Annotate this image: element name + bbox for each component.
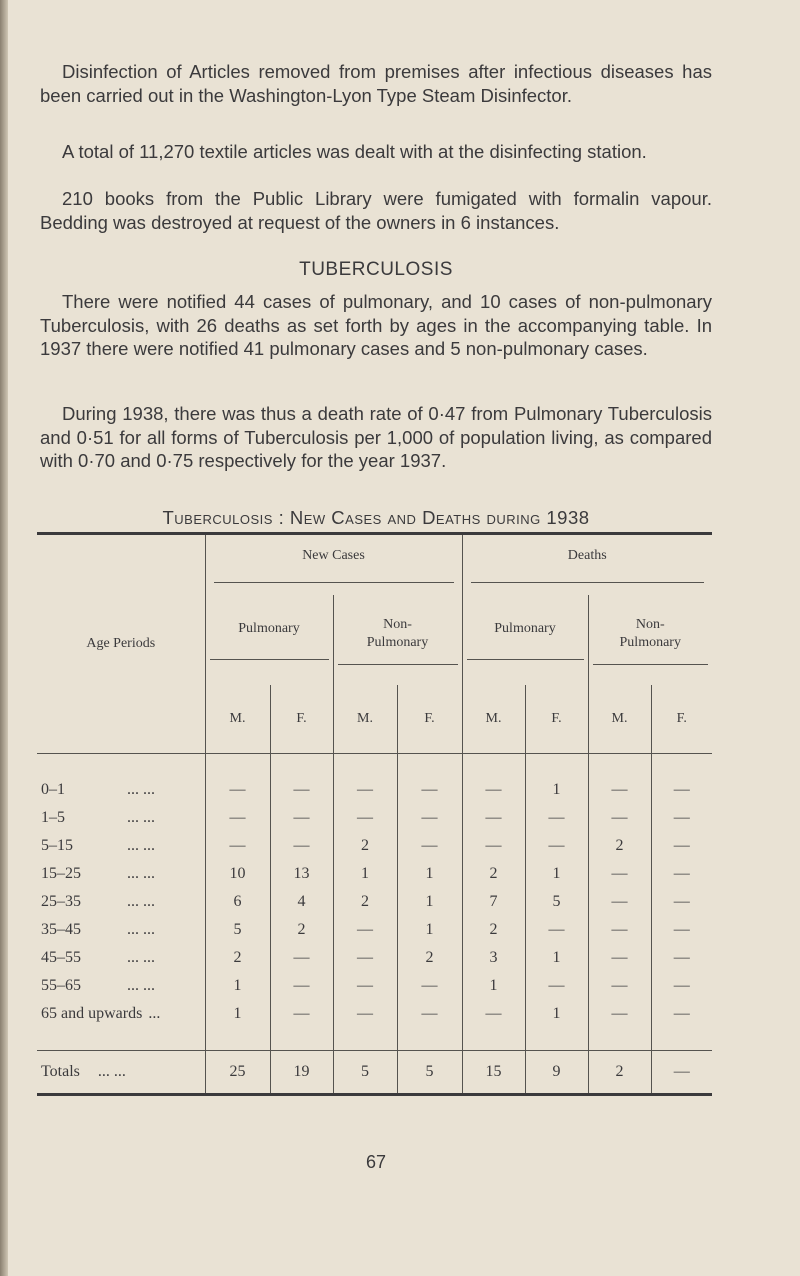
table-row [37,860,712,888]
table-cell: — [651,916,712,944]
totals-cell: 15 [462,1051,525,1095]
table-cell: — [397,832,462,860]
sex-header-m: M. [462,685,525,754]
tuberculosis-table [37,532,712,1096]
table-cell: — [333,804,397,832]
table-cell: 1 [525,944,588,972]
section-heading: TUBERCULOSIS [299,259,453,280]
table-cell: — [588,776,651,804]
disinfection-paragraph: Disinfection of Articles removed from premises after infectious diseases has been carried out in the Washington-Lyon Type Steam Disinfector. [40,61,712,106]
totals-label: Totals ... ... [37,1051,205,1095]
age-period-label: 45–55 ... ... [41,949,155,966]
age-period-label: 25–35 ... ... [41,893,155,910]
table-body [37,776,712,1028]
table-cell: — [270,972,333,1000]
totals-cell: 2 [588,1051,651,1095]
table-cell: — [462,776,525,804]
table-cell: — [333,972,397,1000]
table-cell: — [270,776,333,804]
table-row [37,916,712,944]
table-cell: 2 [333,888,397,916]
table-cell: 2 [462,916,525,944]
table-row [37,776,712,804]
table-cell: 1 [205,972,270,1000]
table-row [37,832,712,860]
table-cell: — [651,972,712,1000]
table-cell: — [651,888,712,916]
table-cell: — [588,860,651,888]
age-period-label: 55–65 ... ... [41,977,155,994]
age-period-label: 65 and upwards ... [41,1005,161,1022]
table-cell: 2 [205,944,270,972]
table-cell: — [588,804,651,832]
age-periods-header: Age Periods [86,636,156,651]
new-cases-pulmonary-header: Pulmonary [205,595,333,685]
table-title: Tuberculosis : New Cases and Deaths during 1938 [162,507,590,528]
table-row [37,972,712,1000]
deaths-header: Deaths [462,534,712,596]
table-cell: 4 [270,888,333,916]
table-cell: — [525,832,588,860]
table-cell: — [651,944,712,972]
sex-header-m: M. [333,685,397,754]
sex-header-f: F. [270,685,333,754]
table-cell: — [333,1000,397,1028]
table-cell: 1 [525,860,588,888]
table-cell: 2 [588,832,651,860]
totals-row [37,1051,712,1095]
age-period-label: 0–1 ... ... [41,781,155,798]
deaths-non-pulmonary-header: Non- Pulmonary [588,595,712,685]
table-cell: — [525,916,588,944]
table-cell: — [205,804,270,832]
table-cell: — [651,860,712,888]
table-cell: 13 [270,860,333,888]
table-cell: 10 [205,860,270,888]
table-cell: — [462,832,525,860]
page-number: 67 [365,1152,387,1172]
table-cell: 6 [205,888,270,916]
table-cell: 1 [333,860,397,888]
table-cell: — [525,972,588,1000]
table-cell: 2 [397,944,462,972]
table-cell: — [651,804,712,832]
table-cell: — [462,804,525,832]
table-cell: — [333,944,397,972]
table-cell: 2 [462,860,525,888]
table-cell: 1 [462,972,525,1000]
sex-header-f: F. [525,685,588,754]
sex-header-f: F. [397,685,462,754]
table-cell: 5 [525,888,588,916]
table-row [37,804,712,832]
table-cell: — [333,916,397,944]
table-cell: — [397,972,462,1000]
table-cell: — [397,1000,462,1028]
table-cell: — [588,972,651,1000]
table-cell: — [270,832,333,860]
table-cell: — [651,1000,712,1028]
sex-header-f: F. [651,685,712,754]
age-period-label: 15–25 ... ... [41,865,155,882]
library-books-paragraph: 210 books from the Public Library were fumigated with formalin vapour. Bedding was destroyed at request of the owners in 6 instances. [40,188,712,233]
new-cases-header: New Cases [205,534,462,596]
table-cell: — [651,832,712,860]
table-cell: 2 [333,832,397,860]
table-cell: — [651,776,712,804]
age-period-label: 5–15 ... ... [41,837,155,854]
table-cell: — [270,1000,333,1028]
table-cell: — [270,804,333,832]
age-period-label: 35–45 ... ... [41,921,155,938]
textile-articles-paragraph: A total of 11,270 textile articles was dealt with at the disinfecting station. [62,141,647,162]
table-cell: — [525,804,588,832]
table-cell: 5 [205,916,270,944]
table-cell: 1 [525,776,588,804]
totals-cell: 9 [525,1051,588,1095]
table-cell: 1 [397,916,462,944]
table-cell: — [205,832,270,860]
table-cell: 1 [397,860,462,888]
totals-cell: 5 [333,1051,397,1095]
table-cell: 7 [462,888,525,916]
table-cell: 1 [205,1000,270,1028]
table-cell: — [397,804,462,832]
table-cell: — [462,1000,525,1028]
tb-notifications-paragraph: There were notified 44 cases of pulmonary, and 10 cases of non-pulmonary Tuberculosis, with 26 deaths as set forth by ages in the accompanying table. In 1937 there were notified 41 pulmonary cases and 5 non-pulmonary cases. [40,291,712,359]
deaths-pulmonary-header: Pulmonary [462,595,588,685]
sex-header-m: M. [588,685,651,754]
table-cell: — [333,776,397,804]
tb-death-rate-paragraph: During 1938, there was thus a death rate of 0·47 from Pulmonary Tuberculosis and 0·51 for all forms of Tuberculosis per 1,000 of population living, as compared with 0·70 and 0·75 respectively for the year 1937. [40,403,712,471]
totals-cell: 19 [270,1051,333,1095]
totals-cell: 5 [397,1051,462,1095]
totals-cell: — [651,1051,712,1095]
table-cell: — [397,776,462,804]
table-cell: — [588,944,651,972]
table-cell: 3 [462,944,525,972]
table-cell: — [205,776,270,804]
table-row [37,1000,712,1028]
table-cell: — [588,916,651,944]
totals-cell: 25 [205,1051,270,1095]
table-cell: 1 [525,1000,588,1028]
table-row [37,944,712,972]
table-row [37,888,712,916]
new-cases-non-pulmonary-header: Non- Pulmonary [333,595,462,685]
sex-header-m: M. [205,685,270,754]
table-cell: 1 [397,888,462,916]
table-cell: — [270,944,333,972]
table-cell: — [588,1000,651,1028]
table-cell: — [588,888,651,916]
table-cell: 2 [270,916,333,944]
age-period-label: 1–5 ... ... [41,809,155,826]
